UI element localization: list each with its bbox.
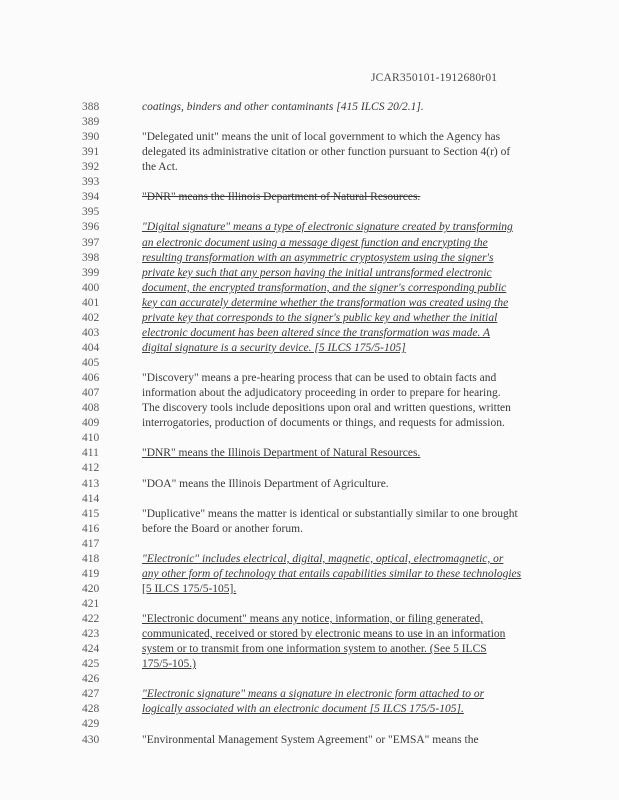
line-text: system or to transmit from one information system to another. (See 5 ILCS xyxy=(142,643,487,656)
line-text: 175/5-105.) xyxy=(142,658,196,671)
text-line xyxy=(0,657,619,672)
line-number: 427 xyxy=(82,688,100,701)
line-text: "Delegated unit" means the unit of local government to which the Agency has xyxy=(142,131,501,144)
text-line xyxy=(0,341,619,356)
line-number: 407 xyxy=(82,387,100,400)
line-number: 425 xyxy=(82,658,100,671)
line-text: "Electronic document" means any notice, information, or filing generated, xyxy=(142,613,484,626)
text-line xyxy=(0,100,619,115)
line-number: 398 xyxy=(82,251,100,264)
line-text: coatings, binders and other contaminants [415 ILCS 20/2.1]. xyxy=(142,101,424,113)
text-line xyxy=(0,582,619,597)
text-line xyxy=(0,356,619,371)
line-number: 426 xyxy=(82,673,100,686)
line-text: delegated its administrative citation or other function pursuant to Section 4(r) of xyxy=(142,146,511,159)
line-text: private key such that any person having the initial untransformed electronic xyxy=(142,266,492,279)
line-text: the Act. xyxy=(142,161,178,174)
line-text: interrogatories, production of documents or things, and requests for admission. xyxy=(142,417,505,430)
text-line xyxy=(0,205,619,220)
text-line xyxy=(0,733,619,748)
text-line xyxy=(0,220,619,235)
line-text: "Electronic signature" means a signature in electronic form attached to or xyxy=(142,688,485,701)
line-number: 396 xyxy=(82,221,100,234)
line-number: 400 xyxy=(82,281,100,294)
text-line xyxy=(0,311,619,326)
text-line xyxy=(0,446,619,461)
text-line xyxy=(0,190,619,205)
line-text: "Electronic" includes electrical, digital, magnetic, optical, electromagnetic, or xyxy=(142,552,504,565)
text-line xyxy=(0,145,619,160)
text-line xyxy=(0,672,619,687)
line-text: electronic document has been altered since the transformation was made. A xyxy=(142,326,491,339)
line-text: logically associated with an electronic document [5 ILCS 175/5-105]. xyxy=(142,703,464,716)
line-text: document, the encrypted transformation, and the signer's corresponding public xyxy=(142,281,507,294)
page-header: JCAR350101-1912680r01 xyxy=(371,72,498,84)
line-number: 421 xyxy=(82,597,100,610)
line-text: an electronic document using a message digest function and encrypting the xyxy=(142,236,488,249)
text-line xyxy=(0,702,619,717)
text-line xyxy=(0,251,619,266)
text-line xyxy=(0,552,619,567)
line-number: 404 xyxy=(82,341,100,354)
line-number: 397 xyxy=(82,236,100,249)
line-number: 419 xyxy=(82,567,100,580)
text-line xyxy=(0,477,619,492)
text-line xyxy=(0,326,619,341)
line-number: 430 xyxy=(82,733,100,746)
text-line xyxy=(0,627,619,642)
text-line xyxy=(0,160,619,175)
text-line xyxy=(0,281,619,296)
line-number: 410 xyxy=(82,432,100,445)
text-line xyxy=(0,492,619,507)
line-number: 409 xyxy=(82,417,100,430)
line-number: 412 xyxy=(82,462,100,475)
text-line xyxy=(0,175,619,190)
line-text: "Discovery" means a pre-hearing process that can be used to obtain facts and xyxy=(142,372,497,385)
text-line xyxy=(0,266,619,281)
line-number: 402 xyxy=(82,311,100,324)
line-text: "DNR" means the Illinois Department of Natural Resources. xyxy=(142,447,421,460)
line-number: 424 xyxy=(82,643,100,656)
line-number: 417 xyxy=(82,537,100,550)
line-text: [5 ILCS 175/5-105]. xyxy=(142,582,237,595)
line-text: "Environmental Management System Agreement" or "EMSA" means the xyxy=(142,733,479,746)
text-line xyxy=(0,371,619,386)
text-line xyxy=(0,296,619,311)
text-line xyxy=(0,401,619,416)
line-number: 418 xyxy=(82,552,100,565)
line-number: 416 xyxy=(82,522,100,535)
line-number: 401 xyxy=(82,296,100,309)
text-line xyxy=(0,537,619,552)
text-line xyxy=(0,642,619,657)
line-number: 415 xyxy=(82,507,100,520)
line-text: "Digital signature" means a type of electronic signature created by transforming xyxy=(142,221,513,234)
text-line xyxy=(0,612,619,627)
text-line xyxy=(0,687,619,702)
line-text: information about the adjudicatory proceeding in order to prepare for hearing. xyxy=(142,387,501,400)
line-text: "DOA" means the Illinois Department of Agriculture. xyxy=(142,477,389,490)
line-number: 390 xyxy=(82,131,100,144)
line-number: 413 xyxy=(82,477,100,490)
line-text: private key that corresponds to the signer's public key and whether the initial xyxy=(142,311,498,324)
line-text: before the Board or another forum. xyxy=(142,522,303,535)
line-number: 403 xyxy=(82,326,100,339)
line-number: 393 xyxy=(82,176,100,189)
line-number: 392 xyxy=(82,161,100,174)
text-line xyxy=(0,597,619,612)
line-number: 408 xyxy=(82,402,100,415)
text-line xyxy=(0,115,619,130)
line-number: 394 xyxy=(82,191,100,204)
text-line xyxy=(0,386,619,401)
line-text: any other form of technology that entails capabilities similar to these technologies xyxy=(142,567,522,580)
text-line xyxy=(0,431,619,446)
line-number: 414 xyxy=(82,492,100,505)
line-number: 399 xyxy=(82,266,100,279)
line-number: 429 xyxy=(82,718,100,731)
line-text: resulting transformation with an asymmetric cryptosystem using the signer's xyxy=(142,251,494,264)
line-number: 420 xyxy=(82,582,100,595)
text-line xyxy=(0,717,619,732)
line-number: 422 xyxy=(82,613,100,626)
text-line xyxy=(0,507,619,522)
line-text: "DNR" means the Illinois Department of Natural Resources. xyxy=(142,191,421,204)
line-text: communicated, received or stored by electronic means to use in an information xyxy=(142,628,506,641)
line-number: 388 xyxy=(82,101,100,113)
line-number: 395 xyxy=(82,206,100,219)
text-line xyxy=(0,130,619,145)
line-number: 423 xyxy=(82,628,100,641)
line-number: 405 xyxy=(82,357,100,370)
text-line xyxy=(0,567,619,582)
line-text: The discovery tools include depositions upon oral and written questions, written xyxy=(142,402,511,415)
line-number: 428 xyxy=(82,703,100,716)
text-line xyxy=(0,461,619,476)
line-number: 411 xyxy=(82,447,99,460)
text-line xyxy=(0,416,619,431)
text-line xyxy=(0,522,619,537)
line-number: 391 xyxy=(82,146,100,159)
line-text: "Duplicative" means the matter is identical or substantially similar to one brought xyxy=(142,507,518,520)
line-number: 389 xyxy=(82,116,100,129)
text-line xyxy=(0,236,619,251)
line-text: key can accurately determine whether the transformation was created using the xyxy=(142,296,509,309)
line-text: digital signature is a security device. [5 ILCS 175/5-105] xyxy=(142,341,406,354)
line-number: 406 xyxy=(82,372,100,385)
